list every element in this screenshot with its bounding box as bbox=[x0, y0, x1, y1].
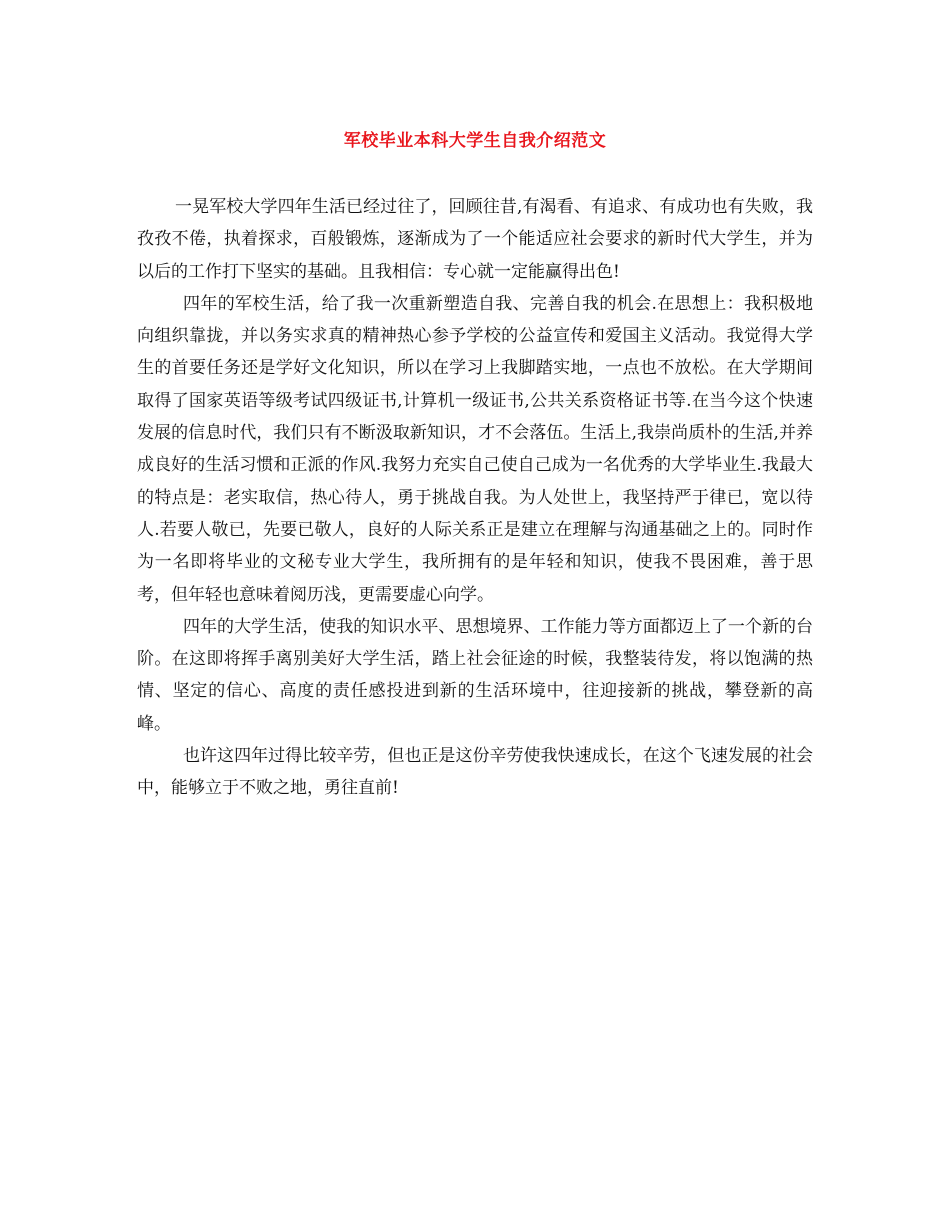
paragraph-2: 四年的军校生活，给了我一次重新塑造自我、完善自我的机会.在思想上：我积极地向组织靠拢，并以务实求真的精神热心参予学校的公益宣传和爱国主义活动。我觉得大学生的首要任务还是学好文化知识，所以在学习上我脚踏实地，一点也不放松。在大学期间取得了国家英语等级考试四级证书,计算机一级证书,公共关系资格证书等.在当今这个快速发展的信息时代，我们只有不断汲取新知识，才不会落伍。生活上,我崇尚质朴的生活,并养成良好的生活习惯和正派的作风.我努力充实自己使自己成为一名优秀的大学毕业生.我最大的特点是：老实取信，热心待人，勇于挑战自我。为人处世上，我坚持严于律已，宽以待人.若要人敬已，先要已敬人，良好的人际关系正是建立在理解与沟通基础之上的。同时作为一名即将毕业的文秘专业大学生，我所拥有的是年轻和知识，使我不畏困难，善于思考，但年轻也意味着阅历浅，更需要虚心向学。 bbox=[137, 293, 813, 605]
document-title: 军校毕业本科大学生自我介绍范文 bbox=[343, 131, 607, 151]
paragraph-3: 四年的大学生活，使我的知识水平、思想境界、工作能力等方面都迈上了一个新的台阶。在这即将挥手离别美好大学生活，踏上社会征途的时候，我整装待发，将以饱满的热情、坚定的信心、高度的责任感投进到新的生活环境中，往迎接新的挑战，攀登新的高峰。 bbox=[137, 616, 813, 734]
paragraph-4: 也许这四年过得比较辛劳，但也正是这份辛劳使我快速成长，在这个飞速发展的社会中，能够立于不败之地，勇往直前! bbox=[137, 746, 813, 799]
document-body bbox=[137, 191, 813, 805]
paragraph-1: 一晃军校大学四年生活已经过往了，回顾往昔,有渴看、有追求、有成功也有失败，我孜孜不倦，执着探求，百般锻炼，逐渐成为了一个能适应社会要求的新时代大学生，并为以后的工作打下坚实的基础。且我相信：专心就一定能赢得出色! bbox=[137, 197, 813, 282]
